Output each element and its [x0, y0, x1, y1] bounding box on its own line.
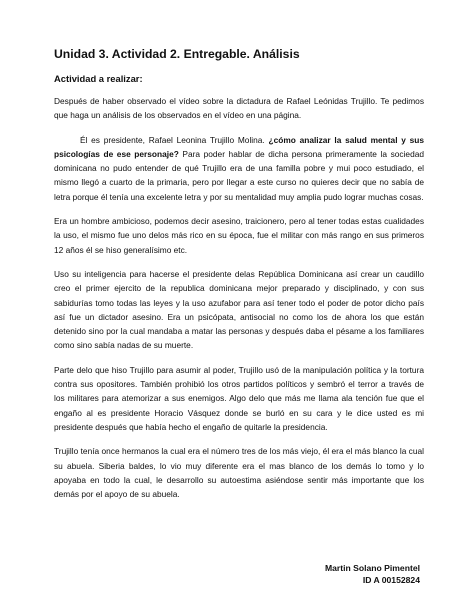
- paragraph-5: Trujillo tenía once hermanos la cual era el número tres de los más viejo, él era el más blanco la cual su abuela. Siberia baldes, lo vio muy diferente era el mas blanco de los demás lo tomo y lo apoyaba en todo la cual, le desarrollo su autoestima asiéndose sentir más importante que los demás por el apoyo de su abuela.: [54, 446, 424, 500]
- activity-subtitle: Actividad a realizar:: [54, 73, 143, 84]
- signature-block: [325, 562, 420, 586]
- intro-paragraph: Después de haber observado el vídeo sobre la dictadura de Rafael Leónidas Trujillo. Te pedimos que haga un análisis de los observados en el vídeo en una página.: [54, 96, 424, 121]
- paragraph-1-question: ¿cómo analizar la salud mental y sus psicologías de ese personaje?: [54, 134, 424, 159]
- paragraph-2: Era un hombre ambicioso, podemos decir asesino, traicionero, pero al tener todas estas cualidades la uso, el mismo fue uno delos más rico en su época, fue el militar con más rango en sus primeros 12 años él se hiso generalísimo etc.: [54, 216, 424, 255]
- author-name: Martin Solano Pimentel: [324, 563, 420, 573]
- author-id: ID A 00152824: [362, 575, 420, 585]
- paragraph-1-rest: Para poder hablar de dicha persona primeramente la sociedad dominicana no pudo entender de qué Trujillo era de una familla pobre y mui poco estudiado, el mismo llegó a cuarto de la primaria, pero por llegar a este curso no quieres decir que no sabía de letra porque él tenía una excelente letra y por su mentalidad muy amplia pudo lograr muchas cosas.: [54, 148, 424, 202]
- paragraph-4: Parte delo que hiso Trujillo para asumir al poder, Trujillo usó de la manipulación política y la tortura contra sus opositores. También prohibió los otros partidos políticos y sembró el terror a través de los militares para atemorizar a sus enemigos. Algo delo que más me llama ala tención fue que el engaño al es presidente Horacio Vásquez donde se burló en su cara y le dice usted es mi presidente después que había hecho el engaño de quitarle la presidencia.: [54, 364, 424, 432]
- document-title: Unidad 3. Actividad 2. Entregable. Análisis: [54, 47, 300, 61]
- paragraph-1: [54, 133, 424, 204]
- document-page: [54, 46, 424, 501]
- paragraph-1-lead: Él es presidente, Rafael Leonina Trujillo Molina.: [80, 134, 265, 145]
- paragraph-3: Uso su inteligencia para hacerse el presidente delas República Dominicana así crear un caudillo creo el primer ejercito de la republica dominicana mejor preparado y disciplinado, y con sus sabidurías tomo todas las leyes y la uso azufabor para así tener todo el poder de potor dicho país así fue un dictador asesino. Era un psicópata, antisocial no como los de ahora los que están detenido sino por la cual mandaba a matar las personas y después daba el pésame a los familiares como sino sabía nadas de su muerte.: [54, 268, 424, 351]
